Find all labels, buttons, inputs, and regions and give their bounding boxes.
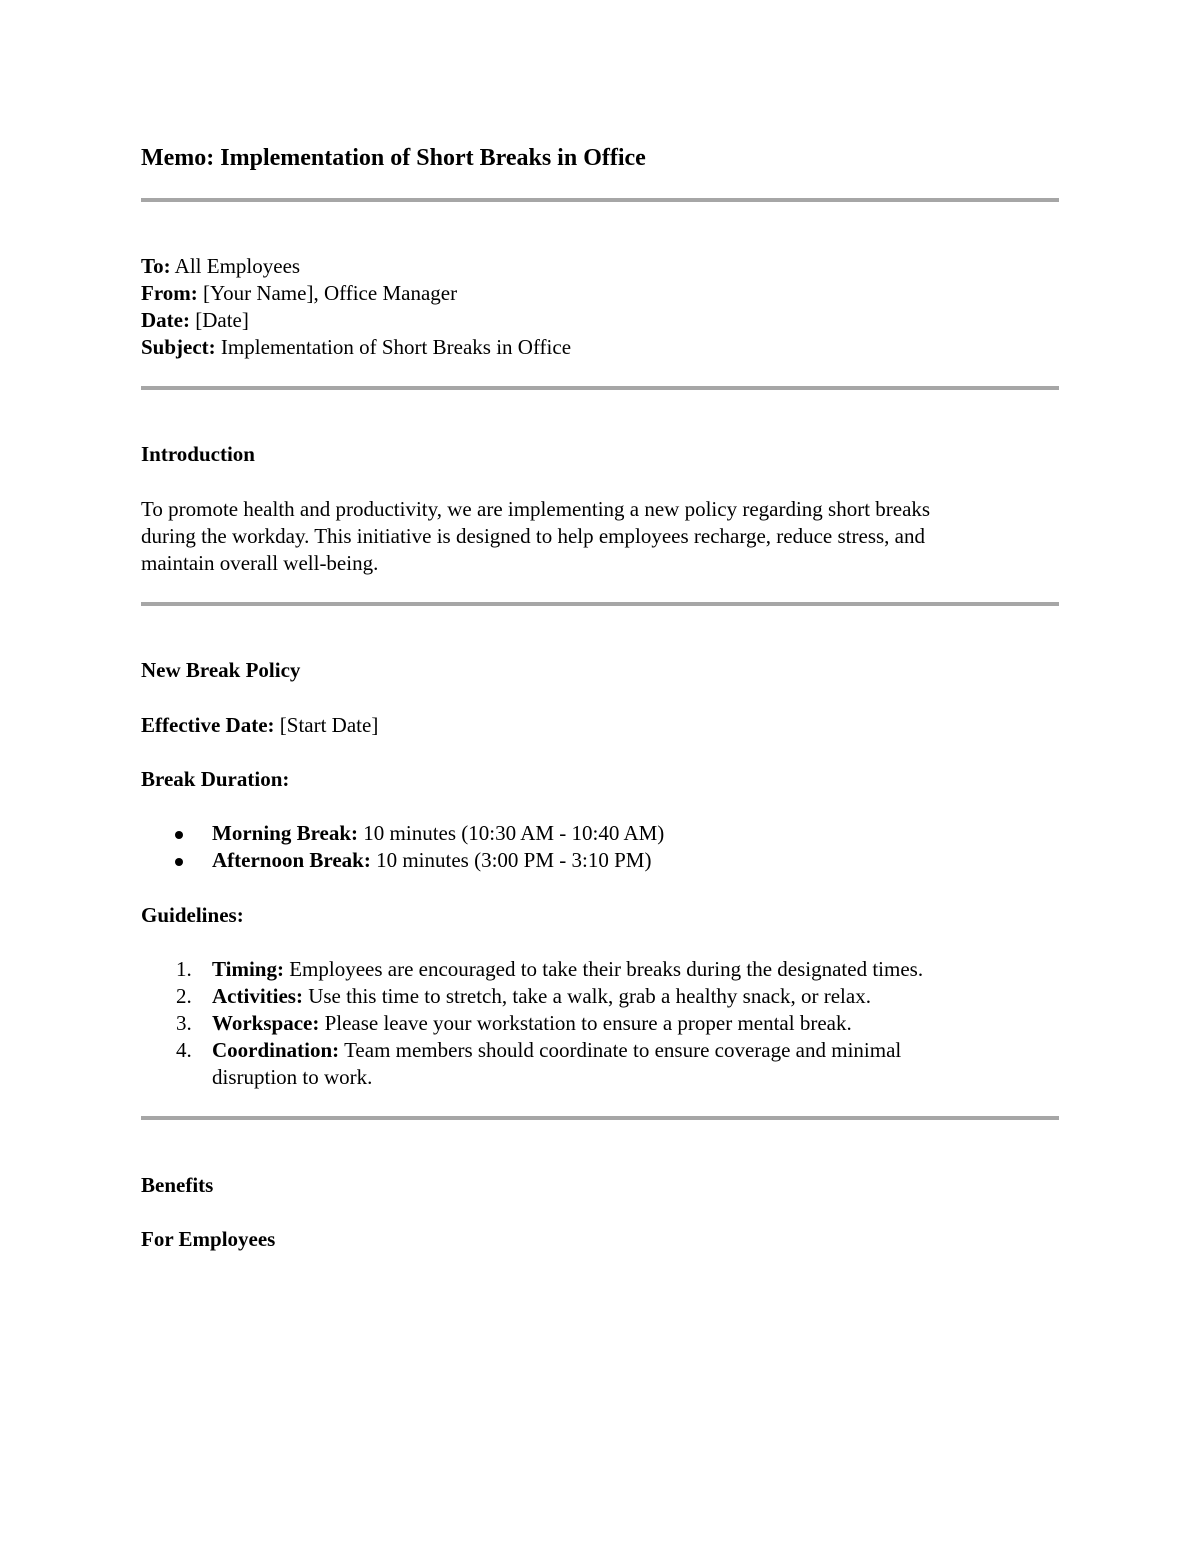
introduction-paragraph: [141, 496, 1041, 577]
subject-line: [141, 334, 571, 361]
benefits-heading: Benefits: [141, 1173, 214, 1197]
break-duration-list: [141, 820, 664, 874]
list-item: [141, 956, 923, 983]
date-line: [141, 307, 571, 334]
effective-date-value: [Start Date]: [279, 713, 379, 737]
list-number: 3.: [176, 1011, 192, 1035]
introduction-line: during the workday. This initiative is designed to help employees recharge, reduce stress, and: [141, 524, 925, 548]
divider-rule: [141, 198, 1059, 202]
list-item: [141, 1037, 923, 1091]
guideline-label: Workspace:: [212, 1011, 320, 1035]
break-label: Morning Break:: [212, 821, 359, 845]
guideline-label: Timing:: [212, 957, 284, 981]
guidelines-list: [141, 956, 923, 1091]
to-line: [141, 253, 571, 280]
break-duration-heading: Break Duration:: [141, 767, 290, 791]
guideline-value: Use this time to stretch, take a walk, grab a healthy snack, or relax.: [308, 984, 871, 1008]
list-item: [141, 1010, 923, 1037]
policy-heading: New Break Policy: [141, 658, 301, 682]
effective-date-label: Effective Date:: [141, 713, 275, 737]
from-line: [141, 280, 571, 307]
list-number: 2.: [176, 984, 192, 1008]
list-number: 1.: [176, 957, 192, 981]
list-item: [141, 847, 664, 874]
effective-date-line: [141, 712, 378, 739]
divider-rule: [141, 602, 1059, 606]
memo-title: Memo: Implementation of Short Breaks in Office: [141, 145, 646, 171]
break-value: 10 minutes (3:00 PM - 3:10 PM): [376, 848, 652, 872]
memo-header: [141, 253, 571, 361]
guidelines-heading: Guidelines:: [141, 903, 244, 927]
from-label: From:: [141, 281, 198, 305]
guideline-continuation: disruption to work.: [212, 1065, 373, 1089]
list-item: [141, 820, 664, 847]
guideline-label: Coordination:: [212, 1038, 340, 1062]
list-number: 4.: [176, 1038, 192, 1062]
introduction-line: maintain overall well-being.: [141, 551, 379, 575]
divider-rule: [141, 1116, 1059, 1120]
guideline-value: Team members should coordinate to ensure coverage and minimal: [344, 1038, 902, 1062]
list-item: [141, 983, 923, 1010]
to-label: To:: [141, 254, 171, 278]
subject-value: Implementation of Short Breaks in Office: [220, 335, 572, 359]
guideline-value: Employees are encouraged to take their breaks during the designated times.: [289, 957, 924, 981]
for-employees-heading: For Employees: [141, 1227, 276, 1251]
to-value: All Employees: [174, 254, 301, 278]
divider-rule: [141, 386, 1059, 390]
introduction-heading: Introduction: [141, 442, 255, 466]
bullet-icon: [175, 858, 183, 866]
subject-label: Subject:: [141, 335, 216, 359]
date-label: Date:: [141, 308, 190, 332]
introduction-line: To promote health and productivity, we are implementing a new policy regarding short breaks: [141, 497, 931, 521]
break-value: 10 minutes (10:30 AM - 10:40 AM): [363, 821, 665, 845]
guideline-value: Please leave your workstation to ensure a proper mental break.: [324, 1011, 852, 1035]
date-value: [Date]: [195, 308, 249, 332]
guideline-label: Activities:: [212, 984, 303, 1008]
bullet-icon: [175, 831, 183, 839]
from-value: [Your Name], Office Manager: [203, 281, 458, 305]
break-label: Afternoon Break:: [212, 848, 371, 872]
